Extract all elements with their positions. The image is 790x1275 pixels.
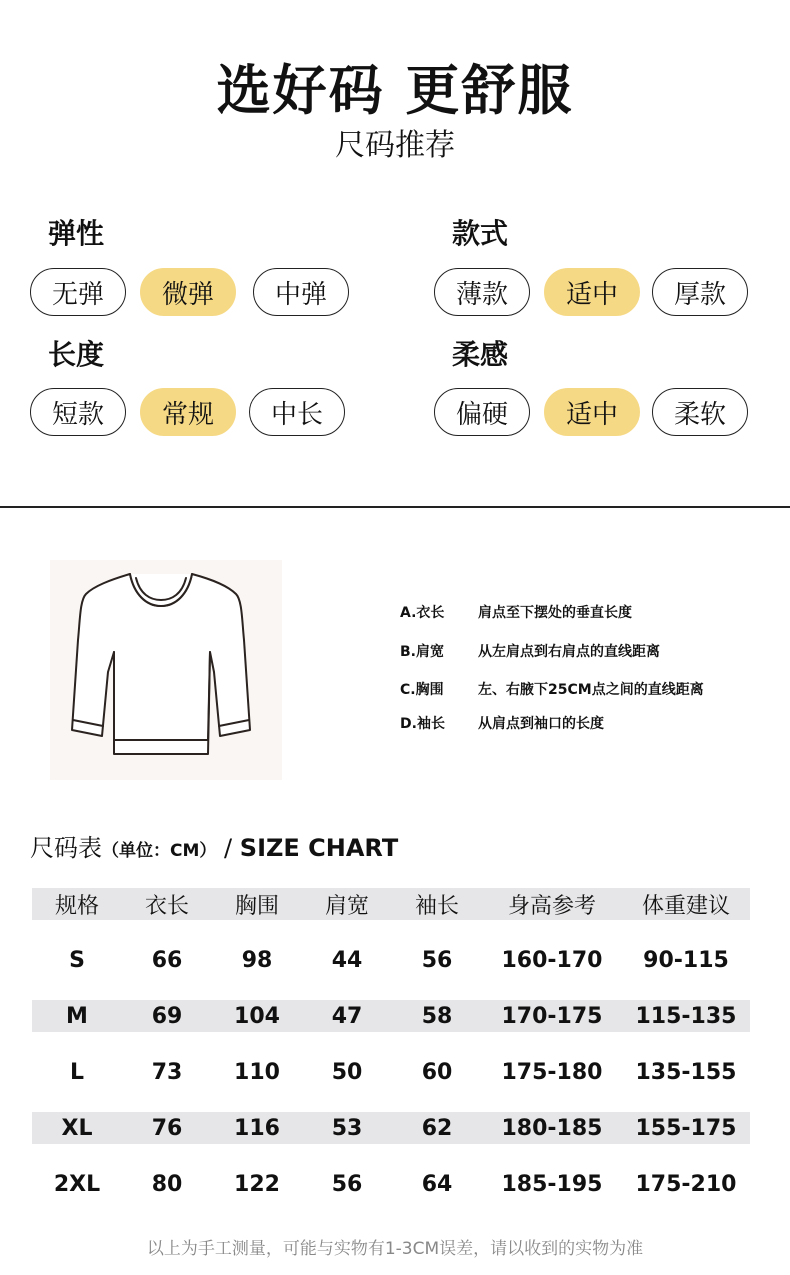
size-chart-title-en: SIZE CHART xyxy=(239,834,399,862)
table-cell: XL xyxy=(32,1112,122,1144)
size-chart-unit: （单位：CM） xyxy=(102,841,217,861)
option-pill: 偏硬 xyxy=(434,388,530,436)
column-header: 胸围 xyxy=(212,888,302,920)
table-cell: 135-155 xyxy=(635,1059,737,1085)
table-cell: 175-180 xyxy=(501,1059,603,1085)
table-cell: 116 xyxy=(212,1112,302,1144)
table-cell: 122 xyxy=(234,1171,280,1197)
option-pill-selected: 微弹 xyxy=(140,268,236,316)
option-pill-selected: 适中 xyxy=(544,388,640,436)
table-cell: 47 xyxy=(302,1000,392,1032)
option-pill: 中长 xyxy=(249,388,345,436)
size-chart-title-cn: 尺码表 xyxy=(30,834,102,862)
measure-key: A.衣长 xyxy=(400,605,445,621)
column-header: 身高参考 xyxy=(482,888,622,920)
column-header: 肩宽 xyxy=(302,888,392,920)
column-header: 衣长 xyxy=(122,888,212,920)
table-cell: 104 xyxy=(212,1000,302,1032)
table-row xyxy=(32,1112,750,1144)
garment-illustration xyxy=(50,560,282,780)
page-subtitle: 尺码推荐 xyxy=(335,128,455,163)
table-cell: 76 xyxy=(122,1112,212,1144)
group-title-softness: 柔感 xyxy=(452,338,509,371)
table-cell: 73 xyxy=(151,1059,183,1085)
table-row xyxy=(32,920,750,1000)
measure-desc: 肩点至下摆处的垂直长度 xyxy=(478,605,632,621)
table-cell: 56 xyxy=(421,947,453,973)
column-header: 体重建议 xyxy=(622,888,750,920)
table-cell: 160-170 xyxy=(501,947,603,973)
table-cell: 180-185 xyxy=(482,1112,622,1144)
sweatshirt-icon xyxy=(50,560,282,780)
table-row xyxy=(32,1144,750,1224)
column-header: 规格 xyxy=(32,888,122,920)
table-row xyxy=(32,1032,750,1112)
table-cell: 56 xyxy=(331,1171,363,1197)
table-header-row xyxy=(32,888,750,920)
group-title-length: 长度 xyxy=(48,338,105,371)
table-cell: 175-210 xyxy=(635,1171,737,1197)
table-cell: 170-175 xyxy=(482,1000,622,1032)
table-cell: 80 xyxy=(151,1171,183,1197)
table-cell: 44 xyxy=(331,947,363,973)
option-pill: 柔软 xyxy=(652,388,748,436)
table-row xyxy=(32,1000,750,1032)
table-cell: 58 xyxy=(392,1000,482,1032)
measure-key: B.肩宽 xyxy=(400,644,444,660)
measure-desc: 左、右腋下25CM点之间的直线距离 xyxy=(478,682,704,698)
table-cell: 66 xyxy=(151,947,183,973)
column-header: 袖长 xyxy=(392,888,482,920)
measure-desc: 从肩点到袖口的长度 xyxy=(478,716,604,732)
table-cell: 155-175 xyxy=(622,1112,750,1144)
measure-desc: 从左肩点到右肩点的直线距离 xyxy=(478,644,660,660)
table-cell: 110 xyxy=(234,1059,280,1085)
option-pill-selected: 常规 xyxy=(140,388,236,436)
measure-key: C.胸围 xyxy=(400,682,444,698)
table-cell: 185-195 xyxy=(501,1171,603,1197)
table-cell: 115-135 xyxy=(622,1000,750,1032)
size-chart-separator: / xyxy=(224,834,233,862)
table-cell: 64 xyxy=(421,1171,453,1197)
table-cell: M xyxy=(32,1000,122,1032)
group-title-elasticity: 弹性 xyxy=(48,217,105,250)
table-cell: L xyxy=(69,1059,85,1085)
option-pill: 无弹 xyxy=(30,268,126,316)
option-pill: 厚款 xyxy=(652,268,748,316)
group-title-style: 款式 xyxy=(452,217,509,250)
option-pill: 薄款 xyxy=(434,268,530,316)
measure-key: D.袖长 xyxy=(400,716,445,732)
table-cell: 50 xyxy=(331,1059,363,1085)
table-cell: 90-115 xyxy=(643,947,729,973)
option-pill: 短款 xyxy=(30,388,126,436)
table-cell: 69 xyxy=(122,1000,212,1032)
page-title: 选好码 更舒服 xyxy=(216,59,574,122)
size-chart-heading xyxy=(30,828,398,863)
measurement-disclaimer: 以上为手工测量，可能与实物有1-3CM误差，请以收到的实物为准 xyxy=(146,1239,644,1259)
table-cell: 60 xyxy=(421,1059,453,1085)
table-cell: 2XL xyxy=(53,1171,101,1197)
option-pill-selected: 适中 xyxy=(544,268,640,316)
table-cell: 62 xyxy=(392,1112,482,1144)
option-pill: 中弹 xyxy=(253,268,349,316)
section-divider xyxy=(0,506,790,508)
table-cell: 98 xyxy=(241,947,273,973)
table-cell: 53 xyxy=(302,1112,392,1144)
table-cell: S xyxy=(69,947,85,973)
size-table xyxy=(32,888,750,1224)
